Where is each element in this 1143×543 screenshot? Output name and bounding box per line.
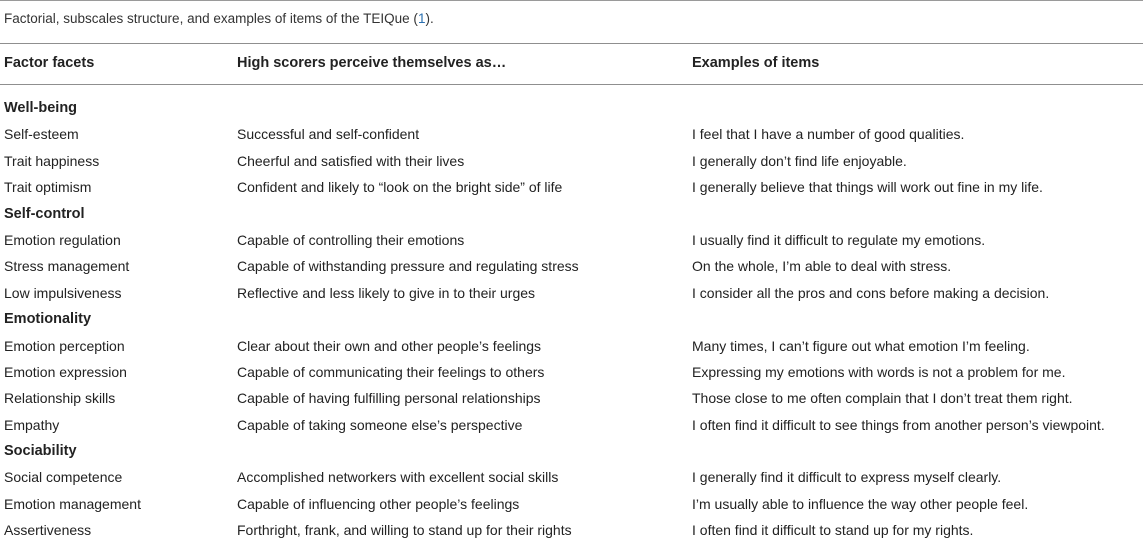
perceive-cell: Capable of communicating their feelings to others — [237, 363, 545, 380]
example-cell: I consider all the pros and cons before making a decision. — [692, 284, 1050, 301]
example-cell: Many times, I can’t figure out what emotion I’m feeling. — [692, 337, 1030, 354]
table-row — [0, 173, 1143, 199]
example-cell: I usually find it difficult to regulate my emotions. — [692, 231, 986, 248]
example-cell: I generally believe that things will work out fine in my life. — [692, 179, 1043, 196]
facet-cell: Social competence — [4, 469, 123, 486]
table-row — [0, 252, 1143, 278]
example-cell: I generally find it difficult to express myself clearly. — [692, 469, 1002, 486]
group-label: Self-control — [4, 205, 85, 222]
table-row — [0, 490, 1143, 516]
perceive-cell: Capable of controlling their emotions — [237, 231, 465, 248]
facet-cell: Empathy — [4, 416, 60, 433]
table-row — [0, 120, 1143, 146]
column-header-facets: Factor facets — [4, 55, 95, 71]
column-header-perceive: High scorers perceive themselves as… — [237, 55, 507, 71]
example-cell: I’m usually able to influence the way other people feel. — [692, 495, 1029, 512]
column-header-examples: Examples of items — [692, 55, 820, 71]
table-row — [0, 147, 1143, 173]
perceive-cell: Successful and self-confident — [237, 126, 420, 143]
table-row — [0, 358, 1143, 384]
perceive-cell: Capable of having fulfilling personal relationships — [237, 390, 541, 407]
perceive-cell: Capable of taking someone else’s perspective — [237, 416, 523, 433]
example-cell: Expressing my emotions with words is not a problem for me. — [692, 363, 1066, 380]
table-row — [0, 411, 1143, 437]
facet-cell: Stress management — [4, 258, 130, 275]
table-row — [0, 384, 1143, 410]
table-row — [0, 463, 1143, 489]
group-row — [0, 305, 1143, 331]
perceive-cell: Cheerful and satisfied with their lives — [237, 152, 465, 169]
example-cell: On the whole, I’m able to deal with stress. — [692, 258, 952, 275]
example-cell: I often find it difficult to see things from another person’s viewpoint. — [692, 416, 1105, 433]
group-row — [0, 94, 1143, 120]
facet-cell: Assertiveness — [4, 522, 92, 539]
group-label: Well-being — [4, 100, 78, 116]
top-rule — [0, 0, 1143, 1]
group-row — [0, 200, 1143, 226]
perceive-cell: Reflective and less likely to give in to their urges — [237, 284, 536, 301]
perceive-cell: Accomplished networkers with excellent social skills — [237, 469, 559, 486]
facet-cell: Emotion regulation — [4, 231, 121, 248]
facet-cell: Relationship skills — [4, 390, 116, 407]
table-row — [0, 332, 1143, 358]
perceive-cell: Clear about their own and other people’s feelings — [237, 337, 542, 354]
example-cell: I often find it difficult to stand up for my rights. — [692, 522, 974, 539]
perceive-cell: Forthright, frank, and willing to stand up for their rights — [237, 522, 572, 539]
facet-cell: Emotion expression — [4, 363, 127, 380]
facet-cell: Trait optimism — [4, 179, 92, 196]
table-row — [0, 279, 1143, 305]
facet-cell: Low impulsiveness — [4, 284, 122, 301]
example-cell: Those close to me often complain that I don’t treat them right. — [692, 390, 1073, 407]
facet-cell: Trait happiness — [4, 152, 100, 169]
group-label: Emotionality — [4, 311, 92, 328]
table-row — [0, 226, 1143, 252]
table-body — [0, 94, 1143, 543]
example-cell: I generally don’t find life enjoyable. — [692, 152, 907, 169]
header-rule — [0, 84, 1143, 85]
caption-rule — [0, 43, 1143, 44]
example-cell: I feel that I have a number of good qualities. — [692, 126, 965, 143]
table-caption — [4, 11, 1134, 26]
group-label: Sociability — [4, 443, 77, 460]
caption-text: Factorial, subscales structure, and examples of items of the TEIQue ( — [4, 11, 418, 26]
perceive-cell: Capable of influencing other people’s feelings — [237, 495, 520, 512]
perceive-cell: Confident and likely to “look on the bright side” of life — [237, 179, 563, 196]
caption-text-end: ). — [425, 11, 434, 26]
facet-cell: Self-esteem — [4, 126, 79, 143]
group-row — [0, 437, 1143, 463]
facet-cell: Emotion perception — [4, 337, 125, 354]
caption-reference-link[interactable]: 1 — [417, 11, 426, 26]
facet-cell: Emotion management — [4, 495, 141, 512]
perceive-cell: Capable of withstanding pressure and regulating stress — [237, 258, 579, 275]
table-row — [0, 516, 1143, 542]
